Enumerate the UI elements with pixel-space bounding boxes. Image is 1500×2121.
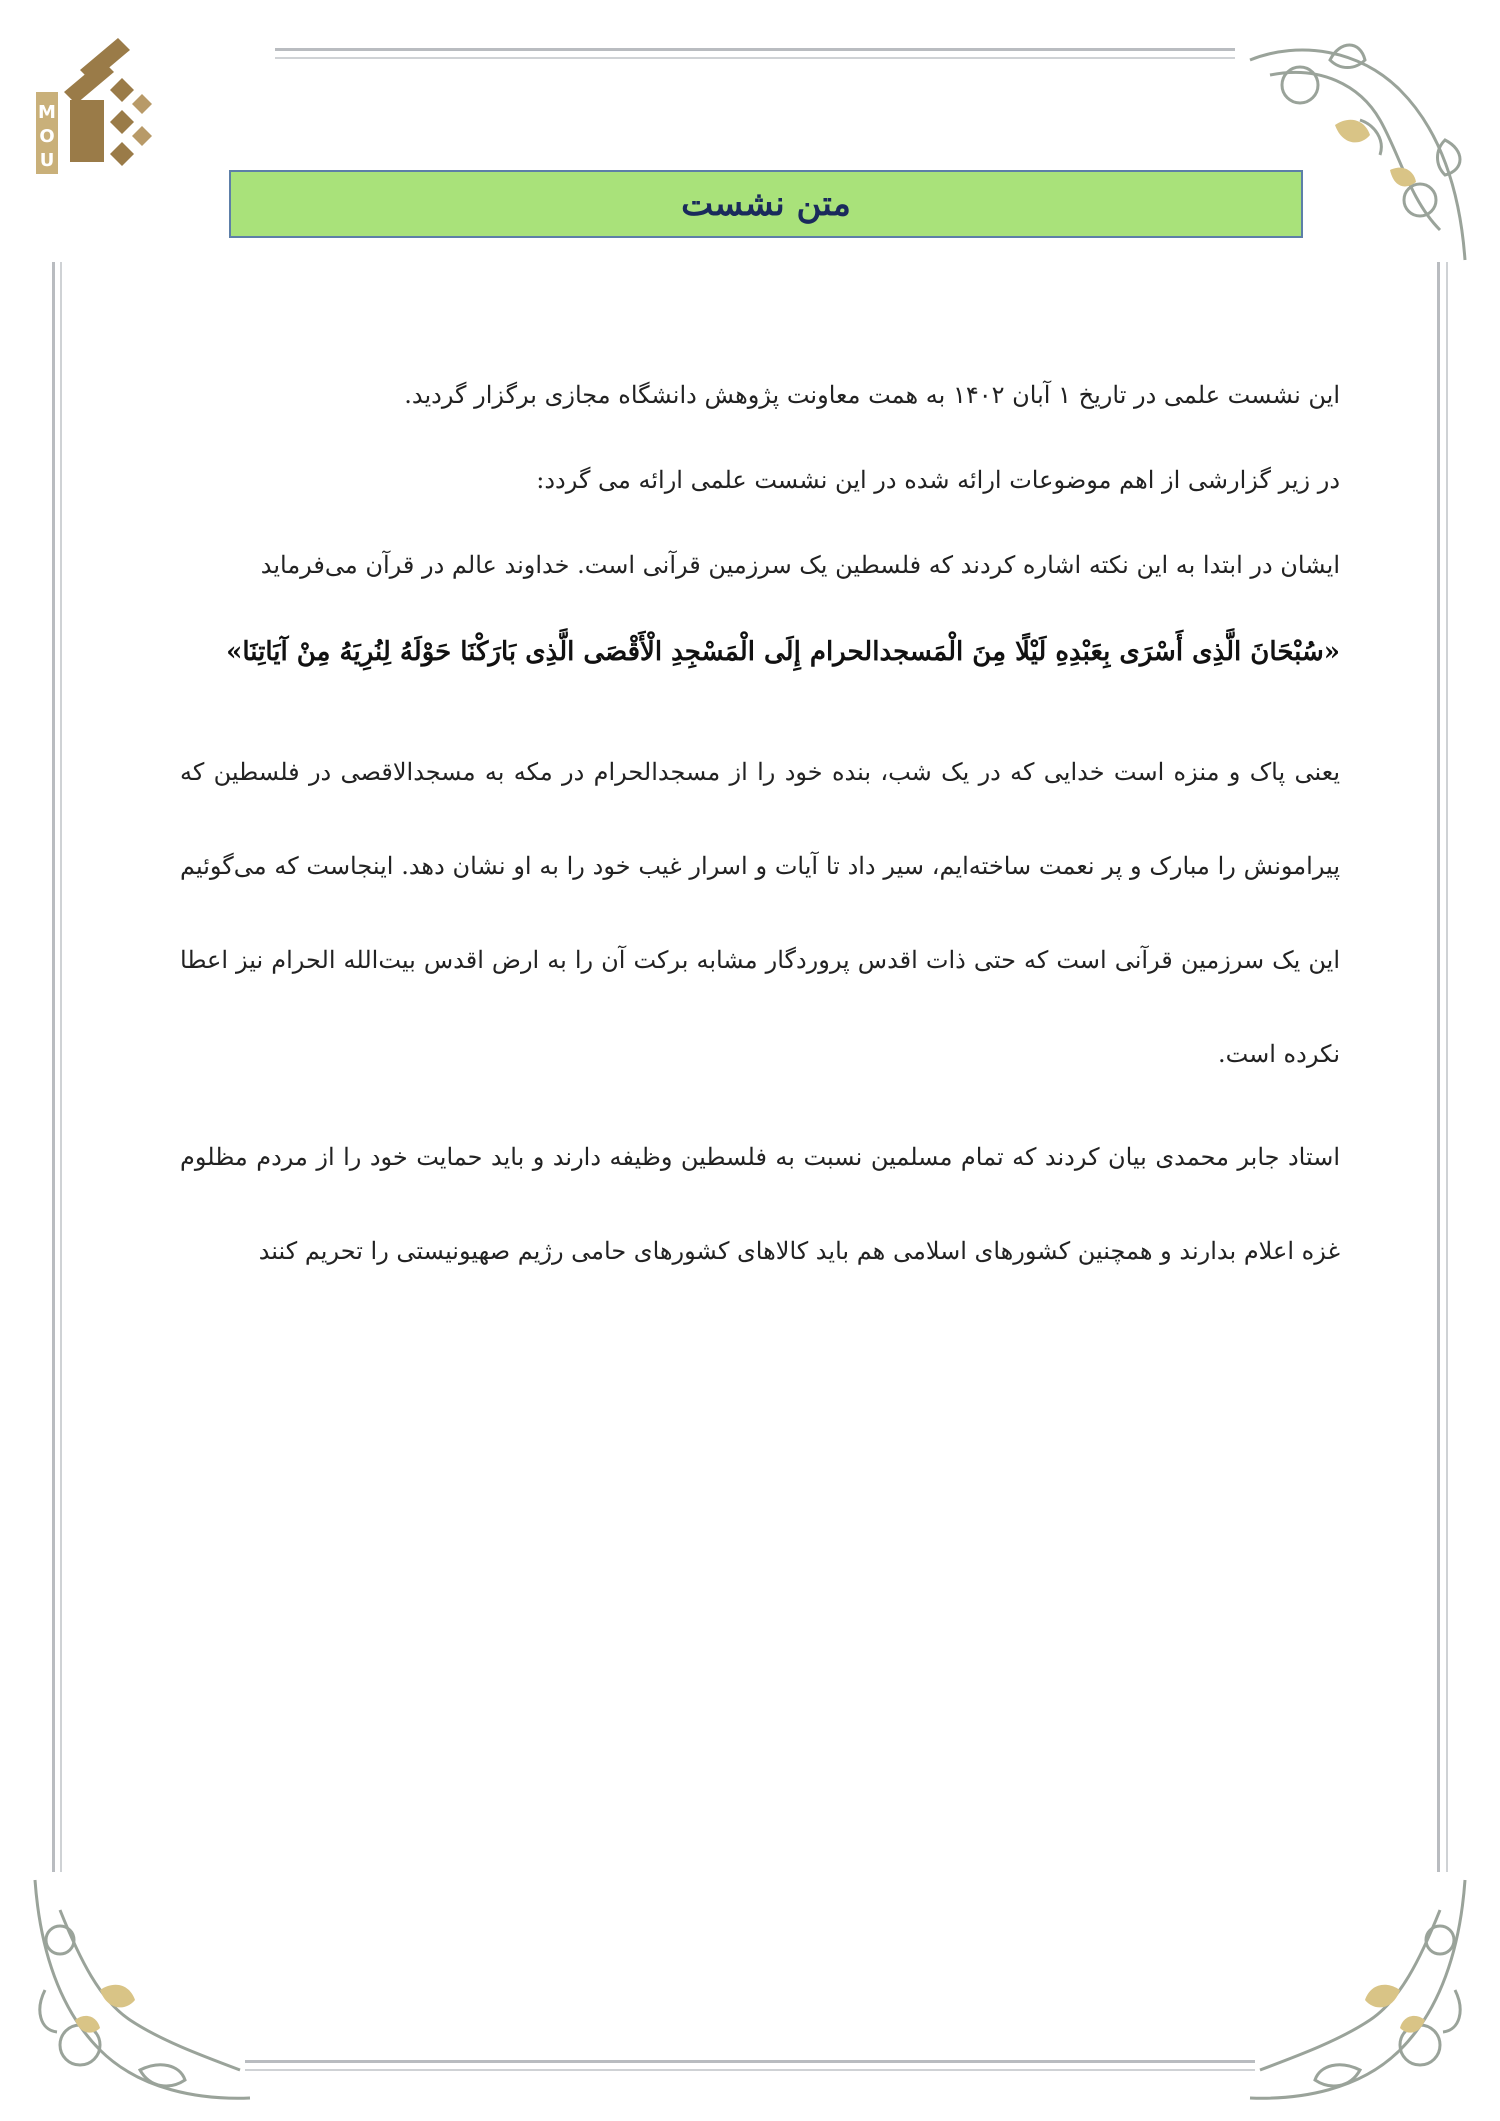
quran-verse: «سُبْحَانَ الَّذِی أَسْرَی بِعَبْدِهِ لَيْلًا مِنَ الْمَسجدالحرام إِلَی الْمَسْجِدِ الْأَقْصَی الَّذِی بَارَكْنَا حَوْلَهُ لِنُرِيَهُ مِنْ آيَاتِنَا»: [226, 637, 1340, 667]
paragraph-summary-lead: در زیر گزارشی از اهم موضوعات ارائه شده در این نشست علمی ارائه می گردد:: [536, 466, 1340, 494]
right-border-line: [1437, 262, 1440, 1872]
corner-ornament-bottom-right: [1240, 1870, 1480, 2110]
paragraph-boycott: استاد جابر محمدی بیان کردند که تمام مسلمین نسبت به فلسطین وظیفه دارند و باید حمایت خود را از مردم مظلوم غزه اعلام بدارند و همچنین کشورهای اسلامی هم باید کالاهای کشورهای حامی رژیم صهیونیستی را تحریم کنند: [180, 1143, 1340, 1265]
right-border-line-inner: [1446, 262, 1448, 1872]
paragraph-quranic-land: ایشان در ابتدا به این نکته اشاره کردند که فلسطین یک سرزمین قرآنی است. خداوند عالم در قرآن می‌فرماید: [260, 551, 1340, 579]
university-logo: [30, 30, 160, 180]
paragraph-intro: این نشست علمی در تاریخ ۱ آبان ۱۴۰۲ به همت معاونت پژوهش دانشگاه مجازی برگزار گردید.: [404, 381, 1340, 409]
bottom-border-line: [245, 2060, 1255, 2063]
bottom-border-line-inner: [245, 2069, 1255, 2071]
title-box: [229, 170, 1303, 238]
top-border-line-inner: [275, 57, 1235, 59]
logo-letter-m: M: [38, 102, 56, 123]
left-border-line: [52, 262, 55, 1872]
page-title: متن نشست: [681, 184, 851, 224]
top-border-line: [275, 48, 1235, 51]
paragraph-verse-meaning: یعنی پاک و منزه است خدایی که در یک شب، بنده خود را از مسجدالحرام در مکه به مسجدالاقصی در فلسطین که پیرامونش را مبارک و پر نعمت ساخته‌ایم، سیر داد تا آیات و اسرار غیب خود را به او نشان دهد. اینجاست که می‌گوئیم این یک سرزمین قرآنی است که حتی ذات اقدس پروردگار مشابه برکت آن را به ارض اقدس بیت‌الله الحرام نیز اعطا نکرده است.: [180, 758, 1340, 1068]
logo-letter-u: U: [39, 150, 55, 171]
logo-letter-o: O: [39, 126, 55, 147]
left-border-line-inner: [60, 262, 62, 1872]
corner-ornament-bottom-left: [20, 1870, 260, 2110]
